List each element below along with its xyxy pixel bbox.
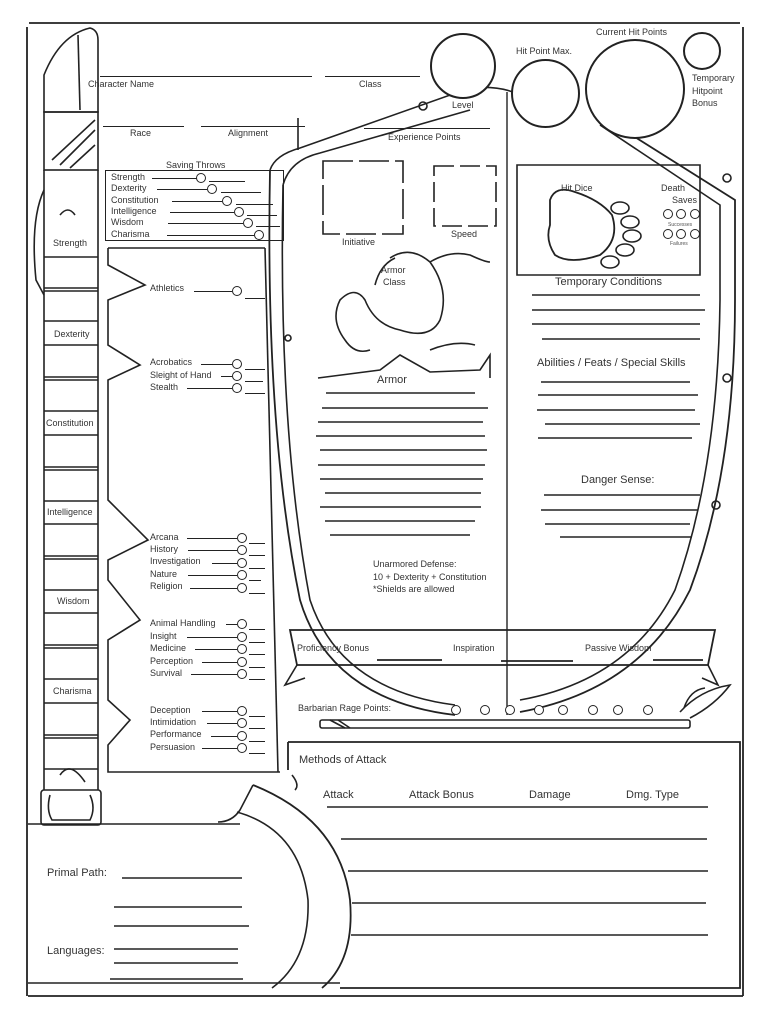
damage-type-column-header: Dmg. Type <box>626 789 679 801</box>
unarmored-defense-line-2: 10 + Dexterity + Constitution <box>373 572 487 582</box>
proficiency-dot[interactable] <box>237 619 247 629</box>
ability-wisdom-label: Wisdom <box>57 596 90 606</box>
hit-point-max-circle[interactable] <box>511 59 580 128</box>
proficiency-dot[interactable] <box>237 669 247 679</box>
saving-throw-label: Constitution <box>111 195 159 205</box>
experience-points-field[interactable] <box>364 128 490 129</box>
initiative-label: Initiative <box>342 237 376 247</box>
current-hit-points-circle[interactable] <box>585 39 685 139</box>
temporary-hitpoint-label-2: Hitpoint <box>692 86 723 96</box>
proficiency-dot[interactable] <box>237 570 247 580</box>
skill-label: Athletics <box>150 283 185 293</box>
ability-constitution-label: Constitution <box>46 418 94 428</box>
proficiency-dot[interactable] <box>237 743 247 753</box>
strength-modifier-input[interactable] <box>45 292 97 321</box>
proficiency-dot[interactable] <box>237 644 247 654</box>
saving-throw-label: Dexterity <box>111 183 147 193</box>
rage-point-4[interactable] <box>534 705 544 715</box>
strength-score-input[interactable] <box>45 258 97 288</box>
rage-point-8[interactable] <box>643 705 653 715</box>
inspiration-input[interactable] <box>501 645 573 661</box>
intelligence-score-input[interactable] <box>45 525 97 556</box>
proficiency-dot[interactable] <box>232 359 242 369</box>
hit-dice-label: Hit Dice <box>561 183 593 193</box>
methods-of-attack-title: Methods of Attack <box>299 754 387 766</box>
constitution-modifier-input[interactable] <box>45 471 97 501</box>
charisma-modifier-input[interactable] <box>45 739 97 769</box>
wisdom-score-input[interactable] <box>45 614 97 645</box>
rage-point-2[interactable] <box>480 705 490 715</box>
armor-class-label-1: Armor <box>381 265 406 275</box>
passive-wisdom-input[interactable] <box>653 645 703 660</box>
proficiency-dot[interactable] <box>234 207 244 217</box>
death-save-failure-2[interactable] <box>676 229 686 239</box>
rage-point-1[interactable] <box>451 705 461 715</box>
skill-label: Acrobatics <box>150 357 193 367</box>
attack-row-2[interactable] <box>348 841 708 871</box>
armor-class-label-2: Class <box>383 277 406 287</box>
damage-column-header: Damage <box>529 789 571 801</box>
proficiency-dot[interactable] <box>232 371 242 381</box>
alignment-label: Alignment <box>228 128 269 138</box>
current-hit-points-label: Current Hit Points <box>596 27 668 37</box>
attack-row-3[interactable] <box>352 873 706 903</box>
wisdom-modifier-input[interactable] <box>45 649 97 679</box>
skill-label: Sleight of Hand <box>150 370 212 380</box>
temporary-hitpoint-circle[interactable] <box>683 32 721 70</box>
skill-label: Animal Handling <box>150 618 216 628</box>
inspiration-label: Inspiration <box>453 643 495 653</box>
passive-wisdom-label: Passive Wisdom <box>585 643 652 653</box>
primal-path-label: Primal Path: <box>47 867 107 879</box>
hit-dice-input[interactable] <box>553 195 611 255</box>
skill-label: Insight <box>150 631 177 641</box>
languages-field[interactable] <box>110 938 245 980</box>
death-save-failure-1[interactable] <box>663 229 673 239</box>
proficiency-dot[interactable] <box>237 533 247 543</box>
attack-bonus-column-header: Attack Bonus <box>409 789 474 801</box>
proficiency-dot[interactable] <box>243 218 253 228</box>
hit-point-max-label: Hit Point Max. <box>516 46 573 56</box>
level-label: Level <box>452 100 474 110</box>
ability-dexterity-label: Dexterity <box>54 329 90 339</box>
death-save-failure-3[interactable] <box>690 229 700 239</box>
languages-label: Languages: <box>47 945 105 957</box>
danger-sense-field[interactable] <box>541 490 701 540</box>
proficiency-bonus-input[interactable] <box>377 645 442 660</box>
race-field[interactable] <box>103 126 184 127</box>
death-saves-label-1: Death <box>661 183 686 193</box>
alignment-field[interactable] <box>201 126 305 127</box>
character-name-label: Character Name <box>88 79 155 89</box>
death-save-success-2[interactable] <box>676 209 686 219</box>
temporary-hitpoint-label-3: Bonus <box>692 98 718 108</box>
unarmored-defense-line-1: Unarmored Defense: <box>373 559 457 569</box>
saving-throw-label: Intelligence <box>111 206 157 216</box>
unarmored-defense-line-3: *Shields are allowed <box>373 584 455 594</box>
skill-label: Stealth <box>150 382 179 392</box>
proficiency-dot[interactable] <box>232 286 242 296</box>
temporary-conditions-field[interactable] <box>532 290 702 342</box>
rage-point-7[interactable] <box>613 705 623 715</box>
saving-throws-title: Saving Throws <box>166 160 226 170</box>
death-saves-label-2: Saves <box>672 195 698 205</box>
armor-notes-field[interactable] <box>318 386 488 538</box>
dexterity-score-input[interactable] <box>45 346 97 377</box>
dexterity-modifier-input[interactable] <box>45 381 97 411</box>
skill-label: Performance <box>150 729 202 739</box>
skill-label: Survival <box>150 668 183 678</box>
armor-title: Armor <box>377 374 407 386</box>
skill-label: Perception <box>150 656 194 666</box>
successes-label: Successes <box>668 222 693 228</box>
proficiency-dot[interactable] <box>222 196 232 206</box>
proficiency-dot[interactable] <box>232 383 242 393</box>
speed-input[interactable] <box>435 167 495 225</box>
skill-label: Investigation <box>150 556 201 566</box>
attack-row-4[interactable] <box>351 905 708 935</box>
death-save-success-1[interactable] <box>663 209 673 219</box>
danger-sense-title: Danger Sense: <box>581 474 655 486</box>
proficiency-dot[interactable] <box>196 173 206 183</box>
saving-throw-label: Charisma <box>111 229 150 239</box>
attack-row-1[interactable] <box>341 809 707 839</box>
skill-label: Nature <box>150 569 178 579</box>
constitution-score-input[interactable] <box>45 436 97 467</box>
proficiency-dot[interactable] <box>237 731 247 741</box>
abilities-feats-field[interactable] <box>537 376 700 442</box>
temporary-hitpoint-label-1: Temporary <box>692 73 735 83</box>
proficiency-dot[interactable] <box>254 230 264 240</box>
class-field[interactable] <box>325 76 420 77</box>
character-name-field[interactable] <box>100 76 312 77</box>
class-label: Class <box>359 79 382 89</box>
proficiency-dot[interactable] <box>237 558 247 568</box>
experience-points-label: Experience Points <box>388 132 461 142</box>
rage-point-6[interactable] <box>588 705 598 715</box>
skill-label: Arcana <box>150 532 179 542</box>
proficiency-dot[interactable] <box>237 632 247 642</box>
failures-label: Failures <box>670 241 688 247</box>
saving-throw-label: Wisdom <box>111 217 144 227</box>
proficiency-dot[interactable] <box>237 657 247 667</box>
rage-point-3[interactable] <box>505 705 515 715</box>
attack-column-header: Attack <box>323 789 354 801</box>
ability-charisma-label: Charisma <box>53 686 92 696</box>
ability-intelligence-label: Intelligence <box>47 507 93 517</box>
ability-strength-label: Strength <box>53 238 88 248</box>
proficiency-dot[interactable] <box>237 706 247 716</box>
proficiency-bonus-label: Proficiency Bonus <box>297 643 370 653</box>
abilities-feats-title: Abilities / Feats / Special Skills <box>537 357 686 369</box>
initiative-input[interactable] <box>324 162 402 233</box>
proficiency-dot[interactable] <box>237 545 247 555</box>
temporary-conditions-title: Temporary Conditions <box>555 276 662 288</box>
rage-points-label: Barbarian Rage Points: <box>298 703 392 713</box>
proficiency-dot[interactable] <box>207 184 217 194</box>
proficiency-dot[interactable] <box>237 718 247 728</box>
skill-label: Persuasion <box>150 742 196 752</box>
rage-point-5[interactable] <box>558 705 568 715</box>
race-label: Race <box>130 128 152 138</box>
skill-label: Intimidation <box>150 717 197 727</box>
death-save-success-3[interactable] <box>690 209 700 219</box>
skill-label: History <box>150 544 179 554</box>
skill-label: Deception <box>150 705 191 715</box>
proficiency-dot[interactable] <box>237 583 247 593</box>
primal-path-field[interactable] <box>114 864 249 928</box>
skill-label: Religion <box>150 581 183 591</box>
skill-label: Medicine <box>150 643 187 653</box>
charisma-score-input[interactable] <box>45 704 97 735</box>
intelligence-modifier-input[interactable] <box>45 560 97 590</box>
speed-label: Speed <box>451 229 478 239</box>
saving-throw-label: Strength <box>111 172 146 182</box>
level-circle[interactable] <box>430 33 496 99</box>
